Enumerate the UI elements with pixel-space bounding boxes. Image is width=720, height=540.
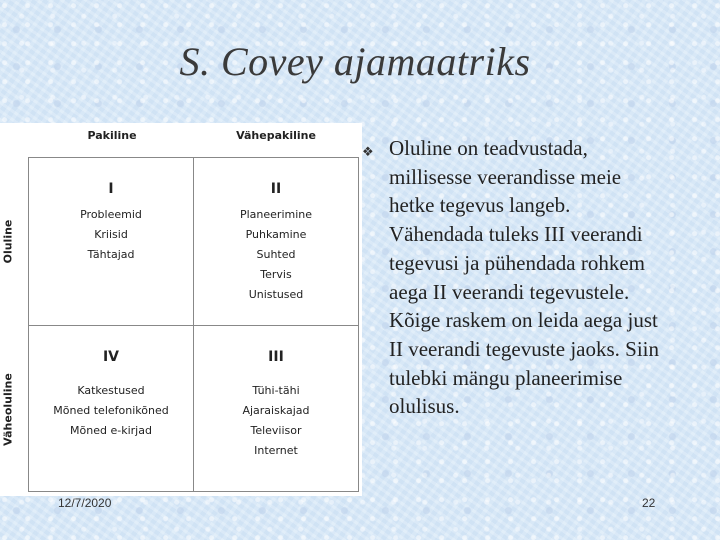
row-header-not-important: Väheoluline bbox=[1, 373, 15, 446]
quadrant-item: Unistused bbox=[248, 288, 304, 301]
grid-line-right bbox=[358, 157, 359, 491]
quadrant-item: Mõned e-kirjad bbox=[70, 424, 152, 437]
quadrant-item: Tervis bbox=[260, 268, 292, 281]
quadrant-item: Suhted bbox=[256, 248, 296, 261]
quadrant-item: Puhkamine bbox=[245, 228, 307, 241]
quadrant-item: Tühi-tähi bbox=[252, 384, 300, 397]
quadrant-3-numeral: III bbox=[268, 349, 284, 365]
column-header-not-urgent: Vähepakiline bbox=[236, 129, 316, 142]
page-number: 22 bbox=[642, 496, 656, 510]
footer-date: 12/7/2020 bbox=[58, 496, 112, 510]
quadrant-item: Ajaraiskajad bbox=[242, 404, 310, 417]
time-management-matrix bbox=[0, 123, 362, 496]
quadrant-item: Kriisid bbox=[94, 228, 128, 241]
bullet-text: Oluline on teadvustada, millisesse veerandisse meie hetke tegevus langeb. Vähendada tuleks III veerandi tegevusi ja pühendada rohkem aega II veerandi tegevustele. Kõige raskem on leida aega just II veerandi tegevuste jaoks. Siin tulebki mängu planeerimise olulisus. bbox=[389, 136, 660, 419]
quadrant-1 bbox=[29, 179, 193, 265]
quadrant-item: Planeerimine bbox=[239, 208, 313, 221]
grid-line-bottom bbox=[28, 491, 359, 492]
quadrant-item: Mõned telefonikõned bbox=[53, 404, 169, 417]
quadrant-item: Probleemid bbox=[80, 208, 142, 221]
quadrant-4 bbox=[29, 347, 193, 441]
column-header-urgent: Pakiline bbox=[87, 129, 137, 142]
quadrant-item: Televiisor bbox=[250, 424, 302, 437]
quadrant-item: Katkestused bbox=[77, 384, 145, 397]
quadrant-item: Tähtajad bbox=[87, 248, 135, 261]
quadrant-2 bbox=[194, 179, 358, 305]
slide-title: S. Covey ajamaatriks bbox=[179, 39, 531, 84]
quadrant-1-numeral: I bbox=[108, 181, 114, 197]
quadrant-item: Internet bbox=[254, 444, 298, 457]
quadrant-4-numeral: IV bbox=[102, 349, 120, 365]
quadrant-2-numeral: II bbox=[270, 181, 282, 197]
row-header-important: Oluline bbox=[1, 219, 15, 264]
quadrant-3 bbox=[194, 347, 358, 461]
diamond-bullet-icon: ❖ bbox=[362, 144, 374, 159]
